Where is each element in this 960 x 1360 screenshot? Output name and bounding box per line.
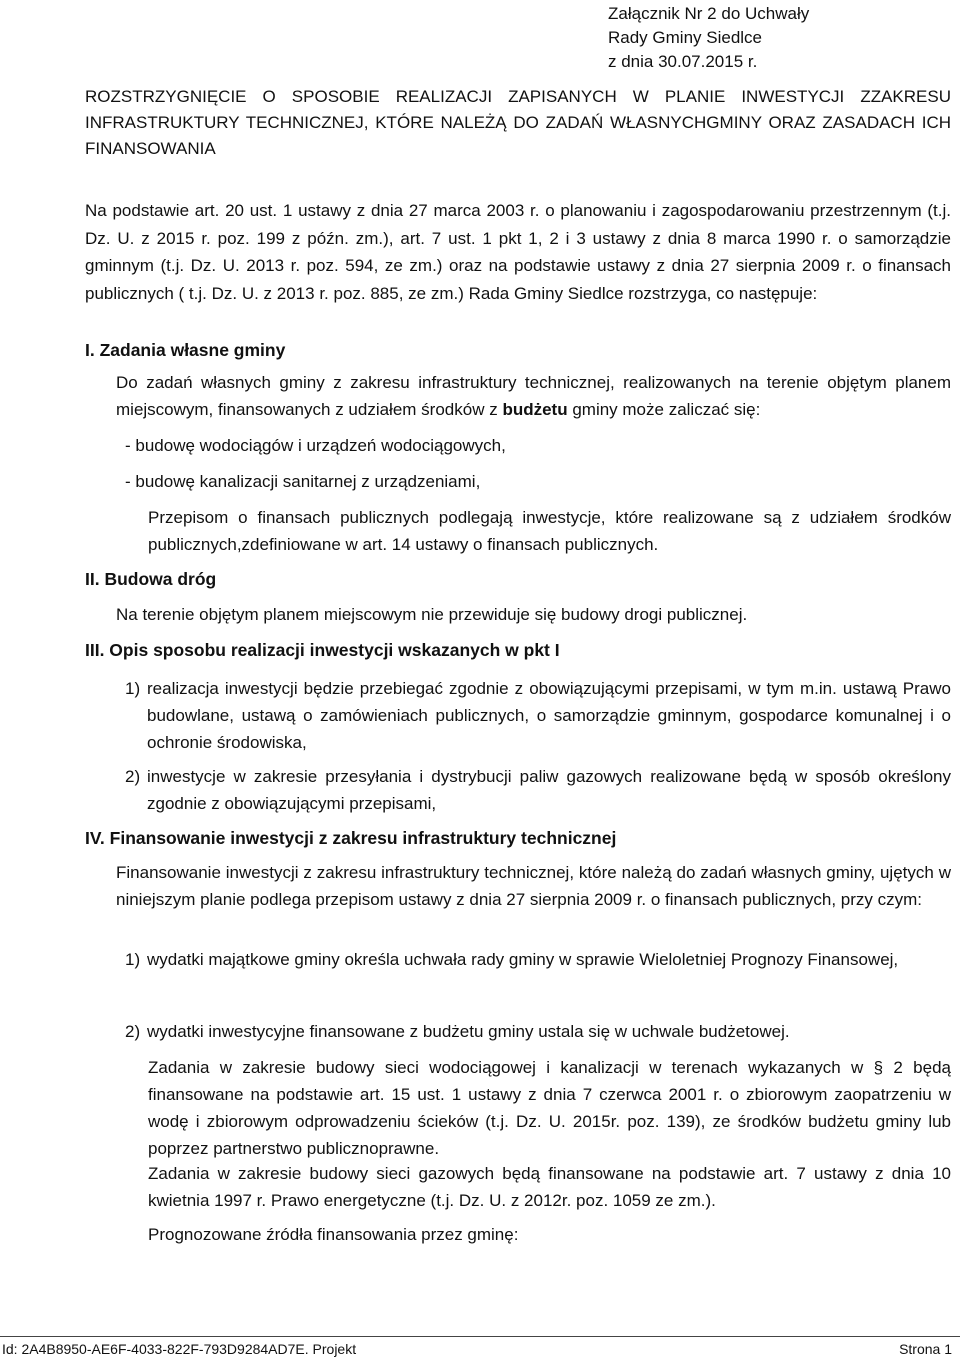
section-1-intro — [116, 369, 951, 423]
section-1-note: Przepisom o finansach publicznych podlegają inwestycje, które realizowane są z udziałem środków publicznych,zdefiniowane w art. 14 ustawy o finansach publicznych. — [148, 508, 951, 554]
section-4-item-2 — [125, 1018, 951, 1045]
section-4-item-1-number: 1) — [125, 950, 141, 969]
section-4-item-1-text — [125, 946, 951, 973]
page-number: Strona 1 — [899, 1341, 952, 1357]
section-1-heading: I. Zadania własne gminy — [85, 340, 286, 360]
section-1-intro-text: Do zadań własnych gminy z zakresu infrastruktury technicznej, realizowanych na terenie objętym planem miejscowym, finansowanych z udziałem środków z — [116, 373, 951, 419]
section-4-heading: IV. Finansowanie inwestycji z zakresu infrastruktury technicznej — [85, 828, 617, 848]
section-4-item-2-body: wydatki inwestycyjne finansowane z budżetu gminy ustala się w uchwale budżetowej. — [147, 1022, 790, 1041]
section-1-intro-tail: gminy może zaliczać się: — [572, 400, 761, 419]
document-title: ROZSTRZYGNIĘCIE O SPOSOBIE REALIZACJI ZAPISANYCH W PLANIE INWESTYCJI ZZAKRESU INFRASTRUKTURY TECHNICZNEJ, KTÓRE NALEŻĄ DO ZADAŃ WŁASNYCHGMINY ORAZ ZASADACH ICH FINANSOWANIA — [85, 87, 951, 158]
section-3-item-1-number: 1) — [125, 679, 141, 698]
section-3-item-2-text — [125, 763, 951, 817]
section-4-paragraph-1: Zadania w zakresie budowy sieci wodociągowej i kanalizacji w terenach wykazanych w § 2 będą finansowane na podstawie art. 15 ust. 1 ustawy z dnia 7 czerwca 2001 r. o zbiorowym zaopatrzeniu w wodę i zbiorowym odprowadzeniu ścieków (t.j. Dz. U. 2015r. poz. 139), ze środków budżetu gminy lub poprzez partnerstwo publicznoprawne. — [148, 1058, 951, 1158]
section-3-item-1-text — [125, 675, 951, 756]
annex-line-2: Rady Gminy Siedlce — [608, 28, 763, 47]
section-2-heading: II. Budowa dróg — [85, 569, 217, 589]
section-1-item-1: - budowę wodociągów i urządzeń wodociągowych, — [125, 436, 506, 455]
section-4-paragraph-2: Zadania w zakresie budowy sieci gazowych będą finansowane na podstawie art. 7 ustawy z dnia 10 kwietnia 1997 r. Prawo energetyczne (t.j. Dz. U. z 2012r. poz. 1059 ze zm.). — [148, 1164, 951, 1210]
section-1-intro-bold: budżetu — [502, 400, 568, 419]
annex-date: z dnia 30.07.2015 r. — [608, 52, 758, 71]
section-3-item-2 — [125, 763, 951, 817]
section-4-item-2-number: 2) — [125, 1022, 141, 1041]
section-3-heading: III. Opis sposobu realizacji inwestycji wskazanych w pkt I — [85, 640, 560, 660]
section-4-item-1-body: wydatki majątkowe gminy określa uchwała rady gminy w sprawie Wieloletniej Prognozy Finansowej, — [147, 950, 899, 969]
section-3-item-1-body: realizacja inwestycji będzie przebiegać zgodnie z obowiązującymi przepisami, w tym m.in. ustawą Prawo budowlane, ustawą o zamówieniach publicznych, o samorządzie gminnym, gospodarce komunalnej i o ochronie środowiska, — [147, 679, 951, 752]
document-id: Id: 2A4B8950-AE6F-4033-822F-793D9284AD7E. Projekt — [2, 1341, 357, 1357]
annex-header — [608, 2, 908, 74]
preamble: Na podstawie art. 20 ust. 1 ustawy z dnia 27 marca 2003 r. o planowaniu i zagospodarowaniu przestrzennym (t.j. Dz. U. z 2015 r. poz. 199 z późn. zm.), art. 7 ust. 1 pkt 1, 2 i 3 ustawy z dnia 8 marca 1990 r. o samorządzie gminnym (t.j. Dz. U. 2013 r. poz. 594, ze zm.) oraz na podstawie ustawy z dnia 27 sierpnia 2009 r. o finansach publicznych ( t.j. Dz. U. z 2013 r. poz. 885, ze zm.) Rada Gminy Siedlce rozstrzyga, co następuje: — [85, 201, 951, 303]
section-4-paragraph-3: Prognozowane źródła finansowania przez gminę: — [148, 1225, 519, 1244]
section-3-item-2-number: 2) — [125, 767, 141, 786]
section-2-text: Na terenie objętym planem miejscowym nie przewiduje się budowy drogi publicznej. — [116, 605, 748, 624]
section-1-item-2: - budowę kanalizacji sanitarnej z urządzeniami, — [125, 472, 481, 491]
section-4-item-1 — [125, 946, 951, 973]
section-3-item-2-body: inwestycje w zakresie przesyłania i dystrybucji paliw gazowych realizowane będą w sposób określony zgodnie z obowiązującymi przepisami, — [147, 767, 951, 813]
section-4-intro: Finansowanie inwestycji z zakresu infrastruktury technicznej, które należą do zadań własnych gminy, ujętych w niniejszym planie podlega przepisom ustawy z dnia 27 sierpnia 2009 r. o finansach publicznych, przy czym: — [116, 863, 951, 909]
section-3-item-1 — [125, 675, 951, 756]
section-4-item-2-text — [125, 1018, 951, 1045]
page-footer — [0, 1336, 960, 1357]
annex-line-1: Załącznik Nr 2 do Uchwały — [608, 4, 810, 23]
